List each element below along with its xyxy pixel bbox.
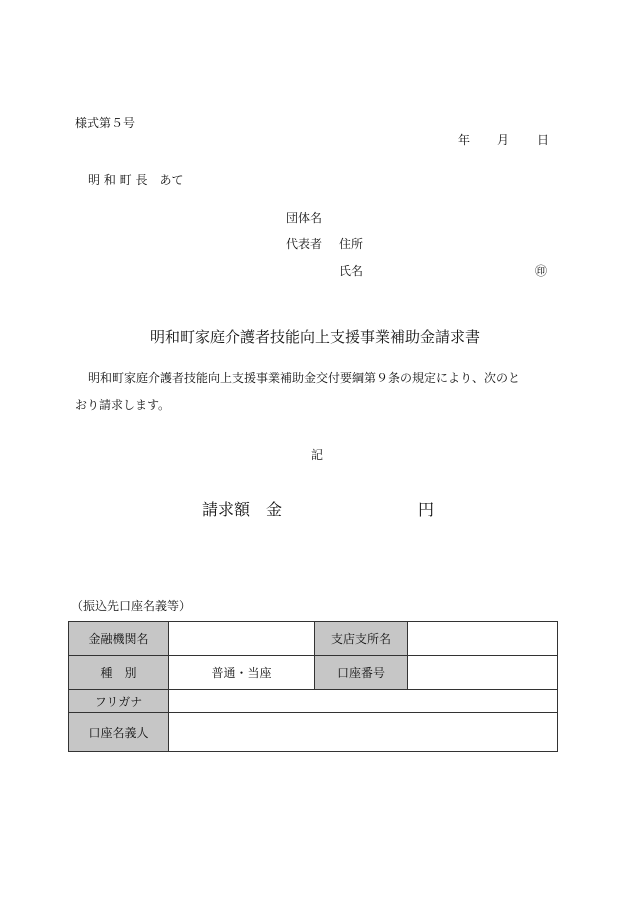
- table-row: [69, 622, 558, 656]
- account-holder-field[interactable]: [169, 713, 558, 752]
- table-row: [69, 656, 558, 690]
- account-type-label: 種 別: [69, 656, 169, 690]
- addressee: 明 和 町 長 あて: [88, 173, 184, 187]
- date-month-label: 月: [497, 133, 510, 147]
- branch-name-label: 支店支所名: [315, 622, 408, 656]
- bank-name-label: 金融機関名: [69, 622, 169, 656]
- furigana-field[interactable]: [169, 690, 558, 713]
- table-row: [69, 713, 558, 752]
- body-text-line-2: おり請求します。: [75, 398, 171, 412]
- representative-label: 代表者: [286, 237, 323, 251]
- name-label: 氏名: [339, 264, 364, 278]
- form-number: 様式第５号: [75, 116, 136, 130]
- bank-account-table: [68, 621, 558, 752]
- bank-section-heading: （振込先口座名義等）: [71, 599, 192, 613]
- account-holder-label: 口座名義人: [69, 713, 169, 752]
- branch-name-field[interactable]: [408, 622, 558, 656]
- claim-amount-label: 請求額 金: [202, 500, 283, 519]
- org-name-label: 団体名: [286, 211, 323, 225]
- ki-label: 記: [311, 448, 324, 462]
- date-year-label: 年: [458, 133, 471, 147]
- furigana-label: フリガナ: [69, 690, 169, 713]
- account-number-field[interactable]: [408, 656, 558, 690]
- address-label: 住所: [339, 237, 364, 251]
- account-number-label: 口座番号: [315, 656, 408, 690]
- body-text-line-1: 明和町家庭介護者技能向上支援事業補助金交付要綱第９条の規定により、次のと: [88, 371, 521, 385]
- document-title: 明和町家庭介護者技能向上支援事業補助金請求書: [149, 328, 480, 346]
- bank-name-field[interactable]: [169, 622, 315, 656]
- date-day-label: 日: [537, 133, 550, 147]
- seal-mark: ㊞: [535, 264, 548, 278]
- account-type-value[interactable]: 普通・当座: [169, 656, 315, 690]
- amount-unit-label: 円: [418, 500, 435, 519]
- table-row: [69, 690, 558, 713]
